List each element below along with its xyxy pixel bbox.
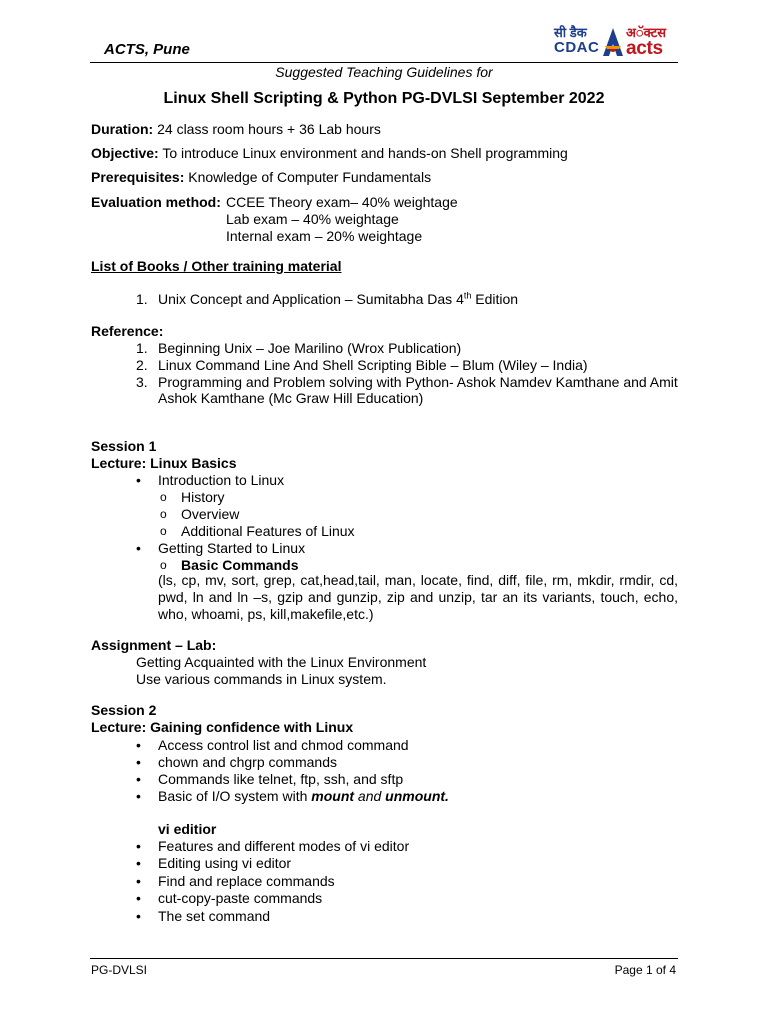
- bullet-icon: •: [136, 788, 141, 804]
- io-prefix: Basic of I/O system with: [158, 788, 312, 804]
- objective-value: To introduce Linux environment and hands-on Shell programming: [162, 145, 568, 161]
- duration-line: [91, 121, 381, 137]
- evaluation-label: Evaluation method:: [91, 194, 221, 210]
- vi-topic: The set command: [158, 908, 271, 924]
- reference-item: Programming and Problem solving with Python- Ashok Namdev Kamthane and Amit: [158, 374, 678, 390]
- books-heading: List of Books / Other training material: [91, 258, 342, 274]
- logo-cdac-hindi: सी डैक: [554, 25, 587, 40]
- prerequisites-value: Knowledge of Computer Fundamentals: [188, 169, 432, 185]
- sub-bullet-icon: o: [160, 524, 167, 538]
- vi-topic: cut-copy-paste commands: [158, 890, 323, 906]
- session1-title: Session 1: [91, 438, 157, 454]
- reference-number: 3.: [136, 374, 148, 390]
- vi-heading: vi editior: [158, 821, 217, 837]
- io-and: and: [354, 788, 386, 804]
- book-sup: th: [463, 290, 472, 301]
- io-mount: mount: [311, 788, 355, 804]
- session1-subtopic: Additional Features of Linux: [181, 523, 355, 539]
- objective-line: [91, 145, 568, 161]
- logo-acts-hindi: अॅक्टस: [626, 25, 667, 40]
- session1-subtopic: History: [181, 489, 225, 505]
- doc-title: Linux Shell Scripting & Python PG-DVLSI September 2022: [163, 90, 605, 107]
- session1-lecture: Lecture: Linux Basics: [91, 455, 237, 471]
- bullet-icon: •: [136, 908, 141, 924]
- acts-mark-icon: [601, 26, 625, 60]
- logo-cdac: CDAC: [554, 39, 600, 56]
- doc-subtitle: Suggested Teaching Guidelines for: [275, 64, 493, 80]
- assignment-line: Use various commands in Linux system.: [136, 671, 387, 687]
- evaluation-item: Lab exam – 40% weightage: [226, 211, 399, 227]
- session2-topic: Access control list and chmod command: [158, 737, 409, 753]
- objective-label: Objective:: [91, 145, 159, 161]
- commands-list: (ls, cp, mv, sort, grep, cat,head,tail, man, locate, find, diff, file, rm, mkdir, rmdir, cd, pwd, ln and ln –s, gzip and gunzip, zip and unzip, tar an its variants, touch, echo, who, whoami, ps, kill,makefile,etc.): [158, 572, 678, 622]
- assignment-line: Getting Acquainted with the Linux Environment: [136, 654, 427, 670]
- session2-topic: Commands like telnet, ftp, ssh, and sftp: [158, 771, 404, 787]
- reference-item: Linux Command Line And Shell Scripting Bible – Blum (Wiley – India): [158, 357, 588, 373]
- bullet-icon: •: [136, 472, 141, 488]
- logo-acts: acts: [626, 38, 663, 59]
- prerequisites-label: Prerequisites:: [91, 169, 185, 185]
- header-rule: [90, 62, 678, 63]
- basic-commands-heading: Basic Commands: [181, 557, 299, 573]
- reference-item: Beginning Unix – Joe Marilino (Wrox Publication): [158, 340, 462, 356]
- evaluation-item: CCEE Theory exam– 40% weightage: [226, 194, 458, 210]
- book-text: Unix Concept and Application – Sumitabha Das 4: [158, 291, 464, 307]
- vi-topic: Features and different modes of vi editor: [158, 838, 410, 854]
- header-org: ACTS, Pune: [104, 41, 190, 58]
- bullet-icon: •: [136, 771, 141, 787]
- prerequisites-line: [91, 169, 431, 185]
- bullet-icon: •: [136, 855, 141, 871]
- session2-lecture: Lecture: Gaining confidence with Linux: [91, 719, 354, 735]
- duration-label: Duration:: [91, 121, 154, 137]
- io-unmount: unmount.: [385, 788, 449, 804]
- evaluation-item: Internal exam – 20% weightage: [226, 228, 423, 244]
- session2-topic: chown and chgrp commands: [158, 754, 337, 770]
- vi-topic: Editing using vi editor: [158, 855, 292, 871]
- reference-number: 1.: [136, 340, 148, 356]
- sub-bullet-icon: o: [160, 507, 167, 521]
- book-text-after: Edition: [471, 291, 519, 307]
- session2-io-topic: [158, 788, 449, 804]
- book-item: [158, 291, 518, 307]
- footer-page-number: Page 1 of 4: [614, 963, 676, 977]
- bullet-icon: •: [136, 540, 141, 556]
- bullet-icon: •: [136, 838, 141, 854]
- book-number: 1.: [136, 291, 148, 307]
- sub-bullet-icon: o: [160, 558, 167, 572]
- session1-topic: Getting Started to Linux: [158, 540, 306, 556]
- vi-topic: Find and replace commands: [158, 873, 335, 889]
- bullet-icon: •: [136, 890, 141, 906]
- footer-left: PG-DVLSI: [91, 963, 148, 977]
- reference-number: 2.: [136, 357, 148, 373]
- session2-title: Session 2: [91, 702, 157, 718]
- cdac-acts-logo: [552, 22, 670, 62]
- footer-rule: [90, 958, 678, 959]
- reference-heading: Reference:: [91, 323, 164, 339]
- bullet-icon: •: [136, 737, 141, 753]
- bullet-icon: •: [136, 754, 141, 770]
- sub-bullet-icon: o: [160, 490, 167, 504]
- session1-topic: Introduction to Linux: [158, 472, 285, 488]
- assignment-heading: Assignment – Lab:: [91, 637, 217, 653]
- reference-item-cont: Ashok Kamthane (Mc Graw Hill Education): [158, 390, 424, 406]
- session1-subtopic: Overview: [181, 506, 240, 522]
- duration-value: 24 class room hours + 36 Lab hours: [157, 121, 381, 137]
- bullet-icon: •: [136, 873, 141, 889]
